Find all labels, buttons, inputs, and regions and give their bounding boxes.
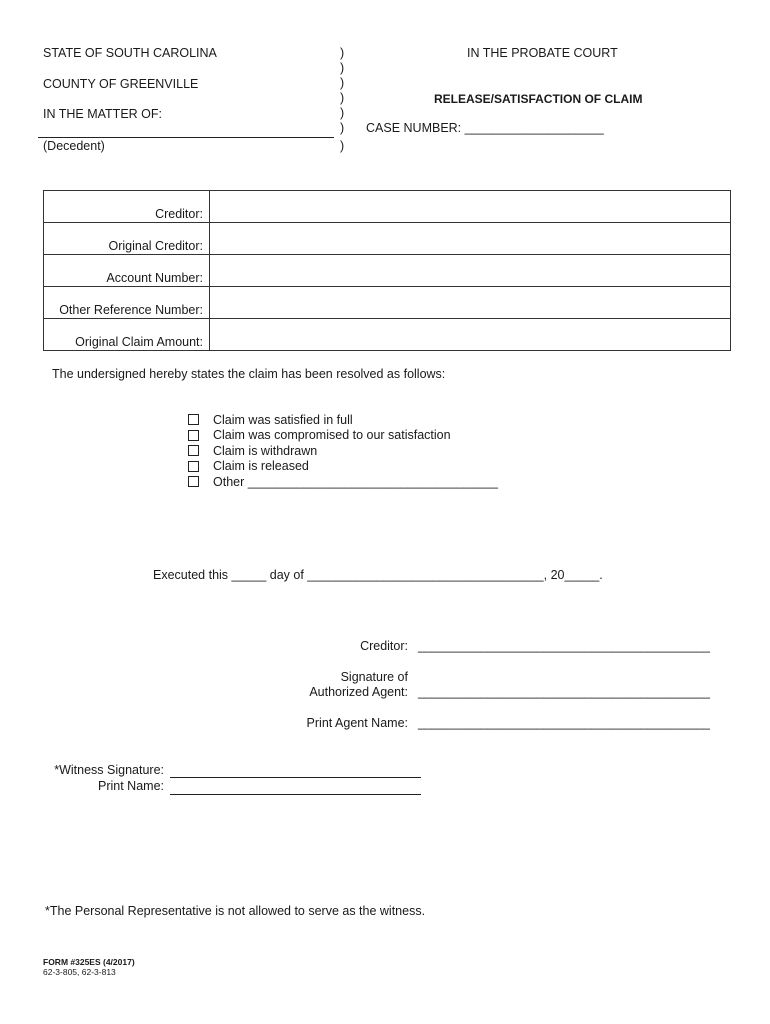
paren: ) bbox=[340, 61, 345, 75]
table-row bbox=[44, 223, 731, 255]
executed-date-line[interactable]: Executed this _____ day of __________________________________, 20_____. bbox=[153, 568, 603, 582]
agent-signature-line[interactable]: __________________________________________ bbox=[418, 685, 710, 699]
option-label[interactable]: Other ____________________________________ bbox=[213, 474, 499, 489]
original-creditor-input[interactable] bbox=[210, 223, 731, 255]
option-label: Claim is released bbox=[213, 459, 309, 474]
witness-note: *The Personal Representative is not allowed to serve as the witness. bbox=[45, 904, 426, 918]
paren: ) bbox=[340, 46, 345, 60]
paren: ) bbox=[340, 121, 345, 135]
signature-of-label: Signature of bbox=[340, 670, 408, 684]
resolution-statement: The undersigned hereby states the claim has been resolved as follows: bbox=[52, 367, 446, 381]
option-label: Claim was satisfied in full bbox=[213, 412, 353, 427]
claim-info-table bbox=[43, 190, 731, 351]
table-row bbox=[44, 287, 731, 319]
checkbox[interactable] bbox=[188, 461, 199, 472]
account-number-label: Account Number: bbox=[44, 255, 210, 287]
option-released bbox=[188, 459, 498, 475]
court-heading: IN THE PROBATE COURT bbox=[467, 46, 618, 60]
claim-amount-input[interactable] bbox=[210, 319, 731, 351]
other-reference-input[interactable] bbox=[210, 287, 731, 319]
statute-reference: 62-3-805, 62-3-813 bbox=[43, 967, 116, 977]
table-row bbox=[44, 255, 731, 287]
option-label: Claim was compromised to our satisfaction bbox=[213, 428, 451, 443]
print-agent-label: Print Agent Name: bbox=[306, 716, 408, 730]
option-label: Claim is withdrawn bbox=[213, 443, 318, 458]
paren: ) bbox=[340, 139, 345, 153]
decedent-name-line[interactable] bbox=[38, 137, 334, 138]
form-number: FORM #325ES (4/2017) bbox=[43, 957, 135, 967]
other-reference-label: Other Reference Number: bbox=[44, 287, 210, 319]
checkbox[interactable] bbox=[188, 414, 199, 425]
decedent-label: (Decedent) bbox=[43, 139, 105, 153]
creditor-input[interactable] bbox=[210, 191, 731, 223]
witness-signature-label: *Witness Signature: bbox=[54, 763, 164, 777]
creditor-sign-label: Creditor: bbox=[360, 639, 408, 653]
creditor-label: Creditor: bbox=[44, 191, 210, 223]
witness-print-line[interactable] bbox=[170, 794, 421, 795]
checkbox[interactable] bbox=[188, 445, 199, 456]
claim-amount-label: Original Claim Amount: bbox=[44, 319, 210, 351]
option-compromised bbox=[188, 428, 498, 444]
state-heading: STATE OF SOUTH CAROLINA bbox=[43, 46, 217, 60]
resolution-options bbox=[188, 412, 498, 490]
table-row bbox=[44, 319, 731, 351]
county-heading: COUNTY OF GREENVILLE bbox=[43, 77, 199, 91]
option-withdrawn bbox=[188, 443, 498, 459]
paren: ) bbox=[340, 106, 345, 120]
paren: ) bbox=[340, 76, 345, 90]
original-creditor-label: Original Creditor: bbox=[44, 223, 210, 255]
table-row bbox=[44, 191, 731, 223]
paren: ) bbox=[340, 91, 345, 105]
checkbox[interactable] bbox=[188, 430, 199, 441]
option-satisfied bbox=[188, 412, 498, 428]
checkbox[interactable] bbox=[188, 476, 199, 487]
case-number-field[interactable]: CASE NUMBER: ____________________ bbox=[366, 121, 604, 135]
matter-heading: IN THE MATTER OF: bbox=[43, 107, 162, 121]
option-other bbox=[188, 474, 498, 490]
witness-print-label: Print Name: bbox=[98, 779, 164, 793]
authorized-agent-label: Authorized Agent: bbox=[309, 685, 408, 699]
print-agent-line[interactable]: __________________________________________ bbox=[418, 716, 710, 730]
creditor-sign-line[interactable]: __________________________________________ bbox=[418, 639, 710, 653]
witness-signature-line[interactable] bbox=[170, 777, 421, 778]
account-number-input[interactable] bbox=[210, 255, 731, 287]
form-title: RELEASE/SATISFACTION OF CLAIM bbox=[434, 92, 643, 106]
